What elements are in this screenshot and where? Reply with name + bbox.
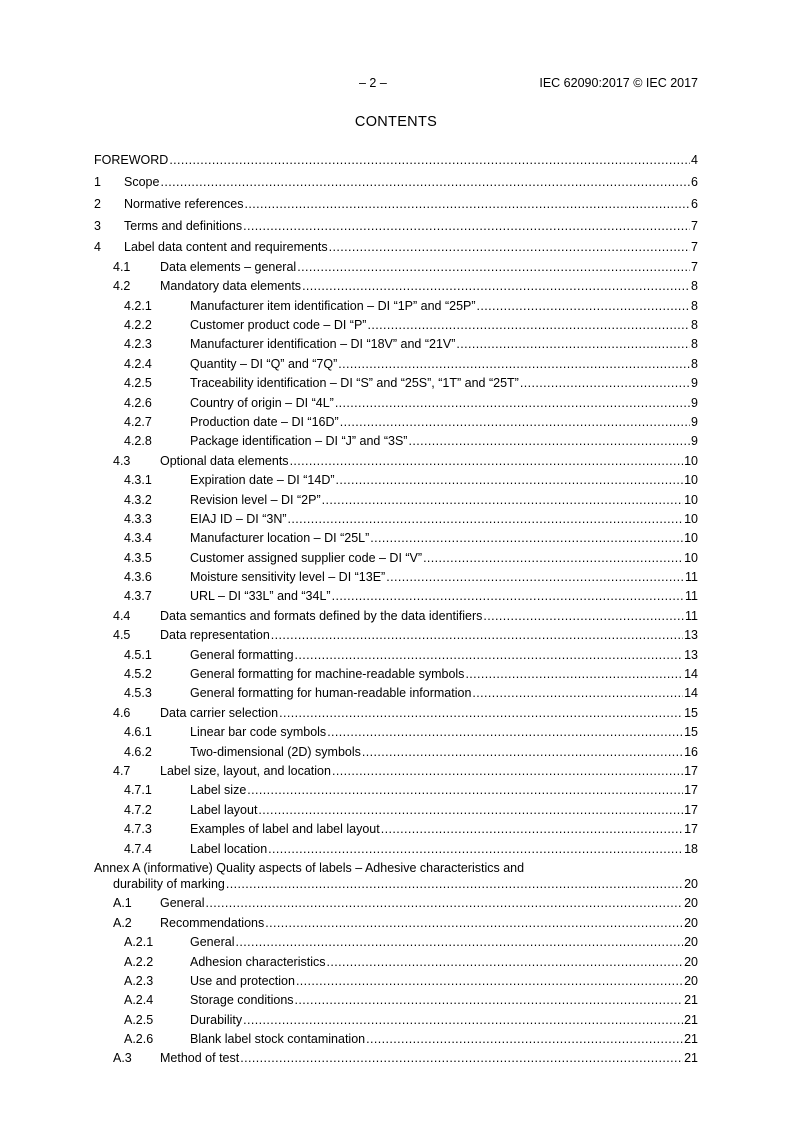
toc-page-number: 21: [684, 1051, 698, 1066]
toc-entry-text: Manufacturer location – DI “25L”: [190, 531, 370, 546]
toc-main-entries: [94, 153, 698, 856]
toc-page-number: 15: [684, 725, 698, 740]
dot-leader: [370, 531, 683, 545]
toc-page-number: 20: [684, 915, 698, 930]
toc-page-number: 20: [684, 876, 698, 891]
toc-entry[interactable]: [94, 396, 698, 410]
toc-entry-text: Linear bar code symbols: [190, 725, 327, 740]
toc-entry-text: FOREWORD: [94, 152, 169, 167]
toc-entry-number: 4.2.2: [124, 318, 152, 333]
toc-entry-number: A.2.1: [124, 935, 154, 950]
toc-page-number: 9: [691, 414, 698, 429]
toc-entry-text: Label layout: [190, 802, 258, 817]
dot-leader: [456, 337, 690, 351]
toc-page-number: 8: [691, 356, 698, 371]
toc-page-number: 21: [684, 993, 698, 1008]
dot-leader: [326, 955, 683, 969]
toc-entry-number: 4.2: [113, 279, 131, 294]
dot-leader: [336, 473, 684, 487]
toc-entry[interactable]: [94, 993, 698, 1007]
toc-entry[interactable]: [94, 667, 698, 681]
toc-entry-text: Traceability identification – DI “S” and “25S”, “1T” and “25T”: [190, 376, 519, 391]
toc-page-number: 11: [685, 570, 698, 585]
toc-page-number: 20: [684, 954, 698, 969]
toc-entry[interactable]: [94, 916, 698, 930]
toc-entry[interactable]: [94, 803, 698, 817]
toc-entry-text: Adhesion characteristics: [190, 954, 326, 969]
dot-leader: [327, 725, 683, 739]
toc-entry-number: 4.7: [113, 764, 131, 778]
toc-page-number: 9: [691, 376, 698, 391]
toc-entry[interactable]: [94, 745, 698, 759]
page-title: CONTENTS: [354, 114, 438, 130]
toc-entry-number: 4.3.7: [124, 589, 152, 604]
dot-leader: [247, 783, 683, 797]
toc-entry-number: 4.2.8: [124, 434, 152, 449]
dot-leader: [332, 589, 684, 603]
toc-entry-number: 4.3.1: [124, 473, 152, 488]
toc-entry-number: 4.4: [113, 608, 131, 623]
toc-entry-text: Optional data elements: [160, 453, 289, 468]
toc-entry-text: Data semantics and formats defined by the data identifiers: [160, 608, 483, 623]
dot-leader: [329, 240, 690, 254]
page-header: [94, 76, 698, 92]
toc-page-number: 7: [691, 259, 698, 274]
toc-entry-text: Moisture sensitivity level – DI “13E”: [190, 570, 386, 585]
dot-leader: [240, 1051, 683, 1065]
toc-entry-text: General formatting for human-readable information: [190, 686, 472, 701]
toc-entry[interactable]: [94, 175, 698, 189]
toc-page-number: 18: [684, 841, 698, 856]
dot-leader: [322, 493, 683, 507]
toc-entry-text: Label location: [190, 841, 268, 856]
toc-entry-number: A.2.6: [124, 1032, 154, 1047]
toc-entry[interactable]: [94, 570, 698, 584]
toc-entry[interactable]: [94, 357, 698, 371]
toc-entry-number: 4.3.4: [124, 531, 152, 546]
annex-title: Annex A (informative) Quality aspects of labels – Adhesive characteristics and: [94, 860, 525, 875]
toc-page-number: 10: [684, 550, 698, 565]
toc-entry-text: General formatting: [190, 647, 294, 662]
toc-entry-number: A.2.3: [124, 973, 154, 988]
toc-page-number: 10: [684, 511, 698, 526]
toc-entry[interactable]: [94, 240, 698, 254]
toc-entry-text: Normative references: [124, 196, 244, 211]
toc-entry[interactable]: [94, 153, 698, 167]
toc-entry-number: 4.5.2: [124, 667, 152, 682]
toc-page-number: 6: [691, 174, 698, 189]
dot-leader: [408, 434, 690, 448]
toc-entry-text: General: [190, 935, 235, 950]
dot-leader: [477, 299, 691, 313]
dot-leader: [279, 706, 683, 720]
dot-leader: [332, 764, 683, 778]
toc-page-number: 9: [691, 434, 698, 449]
toc-entry-number: 4.5.1: [124, 647, 152, 662]
toc-entry[interactable]: [94, 842, 698, 856]
toc-entry-number: 4.3: [113, 453, 131, 468]
dot-leader: [235, 935, 683, 949]
toc-entry-text: Package identification – DI “J” and “3S”: [190, 434, 408, 449]
toc-entry-text: EIAJ ID – DI “3N”: [190, 511, 287, 526]
page-number: – 2 –: [359, 76, 387, 90]
toc-entry-number: A.3: [113, 1051, 132, 1066]
toc-entry-text: Customer assigned supplier code – DI “V”: [190, 550, 423, 565]
dot-leader: [483, 609, 684, 623]
dot-leader: [271, 628, 683, 642]
toc-entry[interactable]: [94, 551, 698, 565]
toc-entry-text: General: [160, 896, 205, 911]
toc-entry-text: Data carrier selection: [160, 705, 279, 720]
toc-entry[interactable]: [94, 415, 698, 429]
toc-entry-text: Blank label stock contamination: [190, 1032, 366, 1047]
toc-page-number: 4: [691, 152, 698, 167]
dot-leader: [340, 415, 690, 429]
dot-leader: [160, 175, 690, 189]
toc-entry-text: Manufacturer item identification – DI “1P” and “25P”: [190, 298, 476, 313]
toc-entry-text: Data elements – general: [160, 259, 297, 274]
toc-entry[interactable]: [94, 609, 698, 623]
toc-entry-number: 4.6.2: [124, 744, 152, 759]
toc-entry-text: Production date – DI “16D”: [190, 414, 339, 429]
toc-entry-number: 4.7.3: [124, 822, 152, 837]
dot-leader: [296, 974, 683, 988]
toc-entry[interactable]: [94, 955, 698, 969]
dot-leader: [243, 1013, 683, 1027]
toc-entry[interactable]: [94, 1013, 698, 1027]
toc-entry[interactable]: [94, 648, 698, 662]
dot-leader: [338, 357, 690, 371]
toc-page-number: 20: [684, 935, 698, 950]
dot-leader: [205, 896, 683, 910]
dot-leader: [381, 822, 683, 836]
toc-page-number: 10: [684, 453, 698, 468]
toc-entry-text: Revision level – DI “2P”: [190, 492, 321, 507]
toc-page-number: 17: [684, 783, 698, 798]
toc-page-number: 17: [684, 764, 698, 778]
toc-entry-number: 4.5: [113, 628, 131, 643]
toc-entry-number: 4: [94, 240, 101, 255]
dot-leader: [243, 219, 690, 233]
toc-entry[interactable]: [94, 935, 698, 949]
toc-entry-number: 4.3.6: [124, 570, 152, 585]
toc-entry-text: Customer product code – DI “P”: [190, 318, 367, 333]
toc-page-number: 7: [691, 240, 698, 255]
toc-entry-text: General formatting for machine-readable symbols: [190, 667, 465, 682]
toc-entry[interactable]: [94, 473, 698, 487]
toc-entry-number: 4.2.3: [124, 337, 152, 352]
dot-leader: [386, 570, 684, 584]
toc-entry-text: Storage conditions: [190, 993, 294, 1008]
toc-entry[interactable]: [94, 337, 698, 351]
toc-entry[interactable]: [94, 299, 698, 313]
dot-leader: [258, 803, 683, 817]
toc-entry-text: Two-dimensional (2D) symbols: [190, 744, 361, 759]
toc-page-number: 7: [691, 218, 698, 233]
toc-entry-number: 4.7.4: [124, 841, 152, 856]
toc-entry-number: A.1: [113, 896, 132, 911]
table-of-contents: [94, 145, 698, 1065]
toc-entry[interactable]: [94, 197, 698, 211]
toc-annex-entry[interactable]: [94, 861, 698, 891]
toc-entry-text: durability of marking: [113, 876, 225, 891]
dot-leader: [302, 279, 690, 293]
toc-page-number: 17: [684, 802, 698, 817]
toc-entry[interactable]: [94, 974, 698, 988]
dot-leader: [288, 512, 684, 526]
toc-page-number: 14: [684, 686, 698, 701]
toc-page-number: 8: [691, 279, 698, 294]
dot-leader: [245, 197, 691, 211]
toc-page-number: 10: [684, 492, 698, 507]
toc-page-number: 16: [684, 744, 698, 759]
toc-page-number: 21: [684, 1012, 698, 1027]
toc-page-number: 20: [684, 973, 698, 988]
toc-entry-number: 4.7.2: [124, 802, 152, 817]
toc-page-number: 13: [684, 628, 698, 643]
toc-entry[interactable]: [94, 783, 698, 797]
toc-page-number: 10: [684, 531, 698, 546]
toc-page-number: 13: [684, 647, 698, 662]
toc-entry-text: URL – DI “33L” and “34L”: [190, 589, 331, 604]
toc-entry-text: Recommendations: [160, 915, 265, 930]
toc-entry-number: 4.2.1: [124, 298, 152, 313]
toc-entry-text: Mandatory data elements: [160, 279, 302, 294]
toc-entry-number: 4.2.6: [124, 395, 152, 410]
dot-leader: [366, 1032, 683, 1046]
dot-leader: [290, 454, 684, 468]
toc-entry-number: A.2: [113, 915, 132, 930]
toc-entry-text: Label size, layout, and location: [160, 764, 331, 778]
toc-page-number: 20: [684, 896, 698, 911]
dot-leader: [362, 745, 683, 759]
toc-entry[interactable]: [94, 764, 698, 778]
dot-leader: [295, 648, 684, 662]
toc-entry[interactable]: [94, 706, 698, 720]
toc-entry-text: Country of origin – DI “4L”: [190, 395, 334, 410]
toc-entry-number: 4.3.2: [124, 492, 152, 507]
toc-entry[interactable]: [94, 531, 698, 545]
toc-entry-number: A.2.4: [124, 993, 154, 1008]
toc-entry-number: 2: [94, 196, 101, 211]
toc-page-number: 6: [691, 196, 698, 211]
toc-entry-number: 4.2.5: [124, 376, 152, 391]
toc-entry[interactable]: [94, 686, 698, 700]
toc-entry-number: 4.3.3: [124, 511, 152, 526]
toc-entry-text: Method of test: [160, 1051, 240, 1066]
annex-title-continued: [94, 877, 698, 891]
toc-annex-entries: [94, 896, 698, 1065]
toc-entry-number: 1: [94, 174, 101, 189]
toc-entry[interactable]: [94, 434, 698, 448]
dot-leader: [472, 686, 683, 700]
toc-entry-number: 4.1: [113, 259, 131, 274]
toc-page-number: 11: [685, 589, 698, 604]
toc-entry-number: A.2.5: [124, 1012, 154, 1027]
toc-entry-text: Quantity – DI “Q” and “7Q”: [190, 356, 338, 371]
toc-entry-text: Manufacturer identification – DI “18V” and “21V”: [190, 337, 456, 352]
toc-page-number: 15: [684, 705, 698, 720]
toc-entry-number: 4.5.3: [124, 686, 152, 701]
toc-entry-text: Expiration date – DI “14D”: [190, 473, 335, 488]
toc-entry-text: Use and protection: [190, 973, 295, 988]
toc-page-number: 9: [691, 395, 698, 410]
toc-page-number: 17: [684, 822, 698, 837]
dot-leader: [465, 667, 683, 681]
toc-entry-text: Durability: [190, 1012, 243, 1027]
toc-entry-number: A.2.2: [124, 954, 154, 969]
toc-page-number: 14: [684, 667, 698, 682]
toc-page-number: 8: [691, 318, 698, 333]
dot-leader: [297, 260, 690, 274]
dot-leader: [423, 551, 683, 565]
toc-entry-number: 4.2.4: [124, 356, 152, 371]
toc-entry[interactable]: [94, 454, 698, 468]
dot-leader: [226, 877, 683, 891]
toc-entry[interactable]: [94, 512, 698, 526]
dot-leader: [367, 318, 690, 332]
toc-entry[interactable]: [94, 219, 698, 233]
toc-page-number: 10: [684, 473, 698, 488]
dot-leader: [295, 993, 684, 1007]
toc-entry[interactable]: [94, 279, 698, 293]
dot-leader: [268, 842, 683, 856]
toc-entry-number: 4.6: [113, 705, 131, 720]
toc-entry[interactable]: [94, 1051, 698, 1065]
dot-leader: [265, 916, 683, 930]
toc-entry[interactable]: [94, 1032, 698, 1046]
toc-entry[interactable]: [94, 376, 698, 390]
toc-entry[interactable]: [94, 260, 698, 274]
toc-entry-number: 4.7.1: [124, 783, 152, 798]
toc-page-number: 11: [685, 608, 698, 623]
toc-entry[interactable]: [94, 493, 698, 507]
toc-entry-text: Data representation: [160, 628, 270, 643]
toc-entry[interactable]: [94, 896, 698, 910]
toc-entry-number: 4.3.5: [124, 550, 152, 565]
dot-leader: [520, 376, 690, 390]
toc-page-number: 8: [691, 337, 698, 352]
standard-reference: IEC 62090:2017 © IEC 2017: [539, 76, 698, 90]
toc-entry[interactable]: [94, 725, 698, 739]
toc-entry[interactable]: [94, 822, 698, 836]
toc-entry-number: 4.2.7: [124, 414, 152, 429]
toc-entry-number: 4.6.1: [124, 725, 152, 740]
toc-entry[interactable]: [94, 318, 698, 332]
toc-entry-number: 3: [94, 218, 101, 233]
toc-entry[interactable]: [94, 589, 698, 603]
toc-page-number: 21: [684, 1032, 698, 1047]
toc-entry-text: Examples of label and label layout: [190, 822, 380, 837]
dot-leader: [169, 153, 690, 167]
dot-leader: [335, 396, 690, 410]
toc-page-number: 8: [691, 298, 698, 313]
toc-entry-text: Label data content and requirements: [124, 240, 328, 255]
toc-entry-text: Terms and definitions: [124, 218, 243, 233]
toc-entry-text: Scope: [124, 174, 160, 189]
toc-entry-text: Label size: [190, 783, 247, 798]
toc-entry[interactable]: [94, 628, 698, 642]
